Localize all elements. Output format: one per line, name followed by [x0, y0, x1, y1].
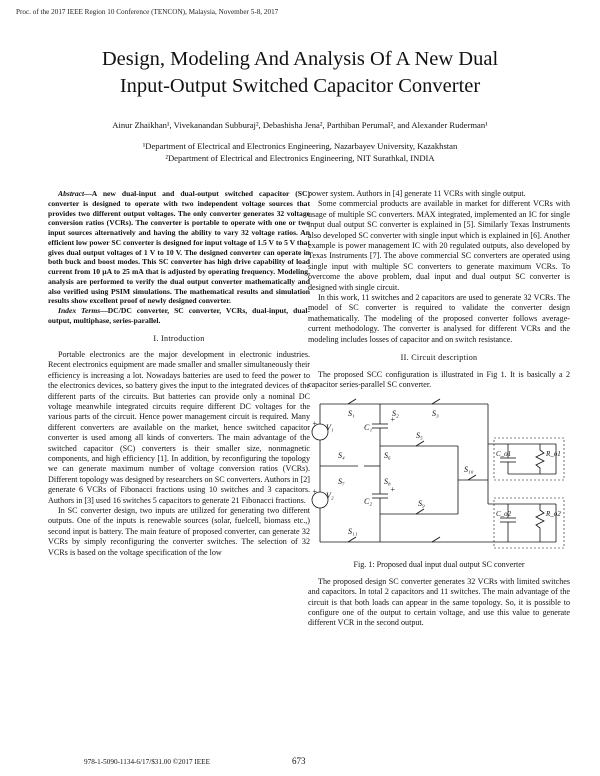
right-paragraph-1: power system. Authors in [4] generate 11 VCRs with single output.	[308, 189, 526, 198]
title-line-1: Design, Modeling And Analysis Of A New Dual	[101, 48, 499, 70]
right-column	[308, 189, 570, 629]
label-s5: S₅	[416, 431, 423, 441]
circuit-diagram	[308, 394, 570, 554]
title-line-2: Input-Output Switched Capacitor Converter	[119, 75, 481, 97]
label-ro2: R_o2	[546, 510, 561, 519]
label-s9: S₉	[418, 499, 425, 509]
label-co2: C_o2	[496, 510, 512, 519]
svg-text:+: +	[312, 419, 318, 429]
section-heading-circuit: II. Circuit description	[400, 353, 478, 363]
intro-paragraph-1: Portable electronics are the major development in electronic industries. Recent electronics equipment are made smaller and smaller simultaneously their efficiency is increasing a lot. Nowadays batteries are used to feed the power to the electronics devices, so battery gives the input to the integrated devices of the different parts of the circuits. But batteries can provide only a nominal DC voltage meanwhile integrated circuits require different DC voltages for the various parts of the circuit. Hence power management circuit is required. Many different converters are available on the market, hence switched capacitor converter is used among all kinds of converters. The main advantage of the switched capacitor (SC) converters is their smaller size, nonmagnetic components, and high efficiency [1]. In addition, by reconfiguring the topology we can generate maximum number of voltage conversion ratios (VCRs). Different topology was designed by researchers on SC converters. Authors in [2] generate 6 VCRs of Fibonacci fractions using 10 switches and 3 capacitors. Authors in [3] used 16 switches 5 capacitors to generate 21 Fibonacci fractions.	[48, 349, 310, 505]
svg-text:+: +	[312, 487, 318, 497]
figure-caption: Fig. 1: Proposed dual input dual output SC converter	[353, 560, 525, 570]
affiliation-2: ²Department of Electrical and Electronics Engineering, NIT Surathkal, INDIA	[165, 153, 435, 163]
abstract-label: Abstract	[58, 189, 85, 198]
affiliation-1: ¹Department of Electrical and Electronics Engineering, Nazarbayev University, Kazakhstan	[142, 141, 458, 151]
conference-header: Proc. of the 2017 IEEE Region 10 Conference (TENCON), Malaysia, November 5-8, 2017	[16, 8, 279, 16]
right-paragraph-5: The proposed design SC converter generates 32 VCRs with limited switches and capacitors. In total 2 capacitors and 11 switches. The main advantage of the circuit is that both loads can appear in the same topology. So, it is possible to configure one of the output to certain voltage, and use this value to generate different VCR in the second output.	[308, 576, 570, 628]
paper-title	[0, 46, 600, 100]
label-v2: V₂	[326, 491, 334, 501]
label-co1: C_o1	[496, 450, 512, 459]
label-ro1: R_o1	[546, 450, 561, 459]
label-s11: S₁₁	[348, 527, 358, 537]
section-heading-introduction: I. Introduction	[153, 333, 205, 343]
author-list: Ainur Zhaikhan¹, Vivekanandan Subburaj², Debashisha Jena², Parthiban Perumal², and Alexander Ruderman¹	[112, 120, 488, 130]
svg-text:+: +	[390, 415, 396, 425]
left-column	[48, 189, 310, 558]
right-paragraph-4: The proposed SCC configuration is illustrated in Fig 1. It is basically a 2 capacitor series-parallel SC converter.	[308, 369, 570, 389]
footer-copyright: 978-1-5090-1134-6/17/$31.00 ©2017 IEEE	[84, 758, 210, 766]
label-s6: S₆	[384, 451, 391, 461]
right-paragraph-2: Some commercial products are available in market for different VCRs with usage of multiple SC converters. MAX integrated, implemented an IC for single input dual output SC converter is explained in [5]. Similarly Texas Instruments also developed SC converter with single input which is explained in [6]. Another example is power management IC with 20 regulated outputs, also developed by Texas Instruments [7]. The above commercial SC converters are operated using single input with multiple SC converters to generate maximum VCRs. To overcome the above problem, dual input and dual output SC converter is designed with single circuit.	[308, 199, 570, 292]
label-s4: S₄	[338, 451, 345, 461]
index-terms-label: Index Terms	[58, 306, 101, 315]
label-v1: V₁	[326, 423, 334, 433]
label-s2: S₂	[392, 409, 399, 419]
label-s7: S₇	[338, 477, 345, 487]
label-s10: S₁₀	[464, 465, 474, 475]
index-terms-text: —DC/DC converter, SC converter, VCRs, dual-input, dual-output, multiphase, series-parallel.	[48, 306, 310, 325]
right-paragraph-3: In this work, 11 switches and 2 capacitors are used to generate 32 VCRs. The model of SC converter is required to validate the converter design mathematically. The modeling of the proposed converter follows average-current methodology. The converter is analysed for different VCRs and the modeling includes losses of capacitor and on switch resistance.	[308, 293, 570, 344]
page-number: 673	[292, 756, 306, 766]
label-s3: S₃	[432, 409, 439, 419]
label-c2: C₂	[364, 497, 373, 507]
abstract-text: —A new dual-input and dual-output switched capacitor (SC) converter is designed to operate with two independent voltage sources that provides two different output voltages. The only converter generates 32 voltage conversion ratios (VCRs). The converter is portable to operate with one or two input sources alternatively and having the ability to vary 32 voltage ratios. An efficient low power SC converter is designed for input voltage of 1.5 V to 5 V that gives dual output voltages of 1 V to 10 V. The designed converter can operate in both buck and boost modes. This SC converter has high drive capability of load current from 10 µA to 25 mA that is adjusted by operating frequency. Modeling, analysis are performed to verify the dual output converter mathematically and also verified using PSIM simulations. The mathematical results and simulation results show excellent proof of newly designed converter.	[48, 189, 310, 306]
intro-paragraph-2: In SC converter design, two inputs are utilized for generating two different outputs. One of the inputs is renewable sources (solar, fuelcell, biomass etc.,) second input is battery. The main feature of proposed converter, can generate 32 VCRs by simply reconfiguring the converter switches. The selection of 32 VCRs is based on the voltage specification of the low	[48, 506, 310, 557]
abstract	[48, 189, 310, 326]
label-s1: S₁	[348, 409, 355, 419]
label-c1: C₁	[364, 423, 373, 433]
svg-text:+: +	[390, 485, 396, 495]
label-s8: S₈	[384, 477, 391, 487]
